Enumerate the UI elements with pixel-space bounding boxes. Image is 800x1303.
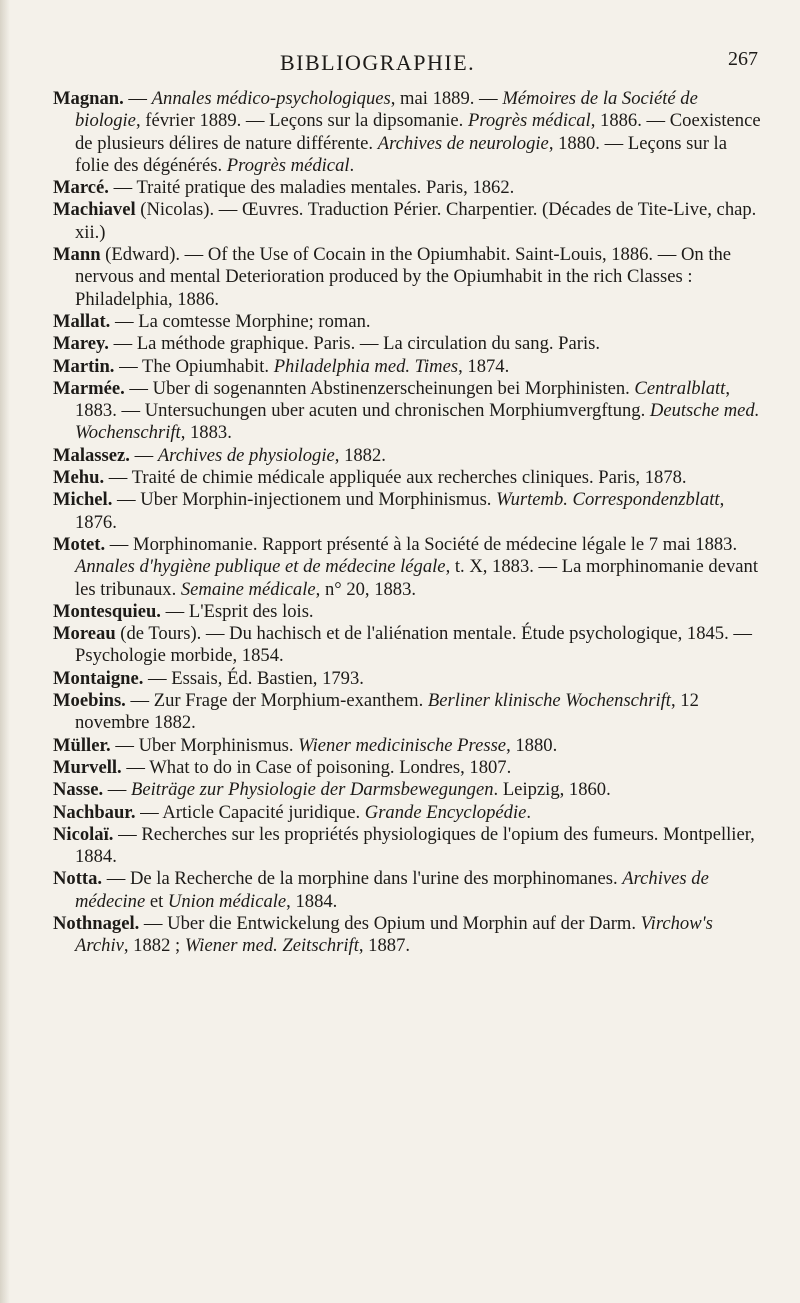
entry-text: — La comtesse Morphine; roman. <box>110 310 371 332</box>
bibliography-entry <box>53 378 765 445</box>
entry-work-title: Progrès médical <box>467 110 591 132</box>
entry-text: , 1887. <box>358 935 411 957</box>
bibliography-entry <box>53 668 765 690</box>
entry-text: , 1886. — Coexistence de plusieurs délires de nature différente. <box>75 110 761 154</box>
page-gutter-shadow <box>0 0 10 1303</box>
entry-text: et <box>145 890 168 912</box>
entry-text: — L'Esprit des lois. <box>160 600 314 622</box>
bibliography-entry <box>53 177 765 199</box>
entry-text: — <box>123 88 152 109</box>
entry-text: — <box>103 779 131 801</box>
entry-author: Moreau <box>53 623 116 645</box>
entry-author: Mann <box>53 244 101 266</box>
bibliography-entry <box>53 868 765 913</box>
entry-text: , t. X, 1883. — La morphinomanie devant les tribunaux. <box>75 556 758 600</box>
entry-text: — Article Capacité juridique. <box>135 801 365 823</box>
entry-text: (Nicolas). — Œuvres. Traduction Périer. Charpentier. (Décades de Tite-Live, chap. xii.) <box>75 199 757 243</box>
bibliography-entry <box>53 467 765 489</box>
entry-author: Moebins. <box>53 690 126 712</box>
entry-author: Notta. <box>53 868 103 890</box>
bibliography-entry <box>53 913 765 958</box>
entry-text: . <box>526 801 532 823</box>
entry-text: , mai 1889. — <box>390 88 503 109</box>
bibliography-entry <box>53 356 765 378</box>
page-number: 267 <box>728 48 758 70</box>
entry-work-title: Centralblatt <box>634 377 726 399</box>
entry-text: , 1880. — Leçons sur la folie des dégénérés. <box>75 132 727 176</box>
entry-work-title: Wurtemb. Correspondenzblatt <box>496 489 720 511</box>
bibliography-entry <box>53 802 765 824</box>
entry-author: Nicolaï. <box>53 823 114 845</box>
entry-text: , février 1889. — Leçons sur la dipsomanie. <box>135 110 468 132</box>
entry-text: — Uber Morphinismus. <box>110 734 299 756</box>
entry-text: — Morphinomanie. Rapport présenté à la Société de médecine légale le 7 mai 1883. <box>105 533 738 555</box>
entry-author: Magnan. <box>53 88 124 109</box>
bibliography-entry <box>53 779 765 801</box>
entry-text: (de Tours). — Du hachisch et de l'aliénation mentale. Étude psychologique, 1845. — Psychologie morbide, 1854. <box>75 623 752 667</box>
entry-text: . Leipzig, 1860. <box>493 779 611 801</box>
bibliography-entry <box>53 244 765 311</box>
bibliography-entry <box>53 601 765 623</box>
entry-work-title: Archives de physiologie <box>157 444 335 466</box>
entry-text: — Uber die Entwickelung des Opium und Morphin auf der Darm. <box>139 912 641 934</box>
entry-text: — The Opiumhabit. <box>114 355 274 377</box>
entry-author: Nasse. <box>53 779 104 801</box>
bibliography-entry <box>53 824 765 869</box>
entry-text: , 1884. <box>286 890 338 912</box>
bibliography-entry <box>53 199 765 244</box>
entry-text: , 12 novembre 1882. <box>75 690 699 734</box>
entry-text: , 1876. <box>75 489 725 533</box>
entry-author: Müller. <box>53 734 111 756</box>
entry-author: Marcé. <box>53 177 109 199</box>
entry-work-title: Annales d'hygiène publique et de médecine légale <box>75 556 446 578</box>
entry-author: Marey. <box>53 333 109 355</box>
entry-text: , 1874. <box>458 355 510 377</box>
entry-author: Mehu. <box>53 467 105 489</box>
entry-text: , 1880. <box>506 734 558 756</box>
bibliography-entry <box>53 311 765 333</box>
entry-work-title: Wiener med. Zeitschrift <box>184 935 359 957</box>
bibliography-entry <box>53 757 765 779</box>
entry-text: — La méthode graphique. Paris. — La circulation du sang. Paris. <box>108 333 601 355</box>
page-header <box>0 46 800 80</box>
entry-work-title: Wiener medicinische Presse <box>298 734 507 756</box>
entry-work-title: Beiträge zur Physiologie der Darmsbewegungen <box>131 779 494 801</box>
bibliography-list <box>53 88 765 958</box>
entry-work-title: Mémoires de la Société de biologie <box>75 88 698 132</box>
bibliography-entry <box>53 333 765 355</box>
entry-author: Motet. <box>53 533 106 555</box>
entry-author: Nachbaur. <box>53 801 136 823</box>
entry-author: Nothnagel. <box>53 912 140 934</box>
running-title: BIBLIOGRAPHIE. <box>280 50 476 75</box>
entry-work-title: Archives de neurologie <box>377 132 549 154</box>
entry-text: — Recherches sur les propriétés physiologiques de l'opium des fumeurs. Montpellier, 1884. <box>75 823 755 868</box>
entry-text: — <box>129 444 158 466</box>
entry-author: Michel. <box>53 489 113 511</box>
entry-author: Murvell. <box>53 756 122 778</box>
entry-text: , 1883. — Untersuchungen uber acuten und chronischen Morphiumvergftung. <box>75 377 730 422</box>
entry-author: Mallat. <box>53 310 111 332</box>
entry-text: , n° 20, 1883. <box>315 578 417 600</box>
entry-text: , 1883. <box>180 422 232 444</box>
entry-text: — Essais, Éd. Bastien, 1793. <box>143 667 364 689</box>
entry-author: Montesquieu. <box>53 600 161 622</box>
entry-work-title: Progrès médical <box>226 154 350 176</box>
entry-work-title: Annales médico-psychologiques <box>151 88 391 109</box>
entry-work-title: Virchow's Archiv <box>75 912 713 957</box>
entry-text: , 1882 ; <box>123 935 185 957</box>
entry-text: — Uber Morphin-injectionem und Morphinismus. <box>112 489 497 511</box>
entry-text: . <box>349 154 355 176</box>
entry-text: — What to do in Case of poisoning. Londres, 1807. <box>121 756 512 778</box>
bibliography-entry <box>53 623 765 668</box>
entry-text: — Traité de chimie médicale appliquée aux recherches cliniques. Paris, 1878. <box>104 467 687 489</box>
entry-work-title: Union médicale <box>167 890 287 912</box>
entry-work-title: Deutsche med. Wochenschrift <box>75 400 760 444</box>
entry-author: Montaigne. <box>53 667 144 689</box>
entry-work-title: Philadelphia med. Times <box>273 355 459 377</box>
bibliography-entry <box>53 489 765 534</box>
entry-text: — Uber di sogenannten Abstinenzerscheinungen bei Morphinisten. <box>124 377 635 399</box>
entry-text: — Zur Frage der Morphium-exanthem. <box>125 690 428 712</box>
entry-author: Malassez. <box>53 444 130 466</box>
entry-text: — Traité pratique des maladies mentales. Paris, 1862. <box>108 177 515 199</box>
entry-work-title: Grande Encyclopédie <box>364 801 527 823</box>
entry-work-title: Semaine médicale <box>180 578 316 600</box>
bibliography-entry <box>53 445 765 467</box>
entry-text: — De la Recherche de la morphine dans l'urine des morphinomanes. <box>102 868 623 890</box>
entry-author: Martin. <box>53 355 115 377</box>
bibliography-entry <box>53 88 765 177</box>
entry-author: Marmée. <box>53 377 125 399</box>
bibliography-entry <box>53 690 765 735</box>
entry-author: Machiavel <box>53 199 136 221</box>
entry-text: (Edward). — Of the Use of Cocain in the Opiumhabit. Saint-Louis, 1886. — On the nervous and mental Deterioration produced by the Opiumhabit in the rich Classes : Philadelphia, 1886. <box>75 244 732 310</box>
entry-text: , 1882. <box>334 444 386 466</box>
bibliography-entry <box>53 534 765 601</box>
entry-work-title: Berliner klinische Wochenschrift <box>427 690 671 712</box>
entry-work-title: Archives de médecine <box>75 868 709 912</box>
bibliography-entry <box>53 735 765 757</box>
